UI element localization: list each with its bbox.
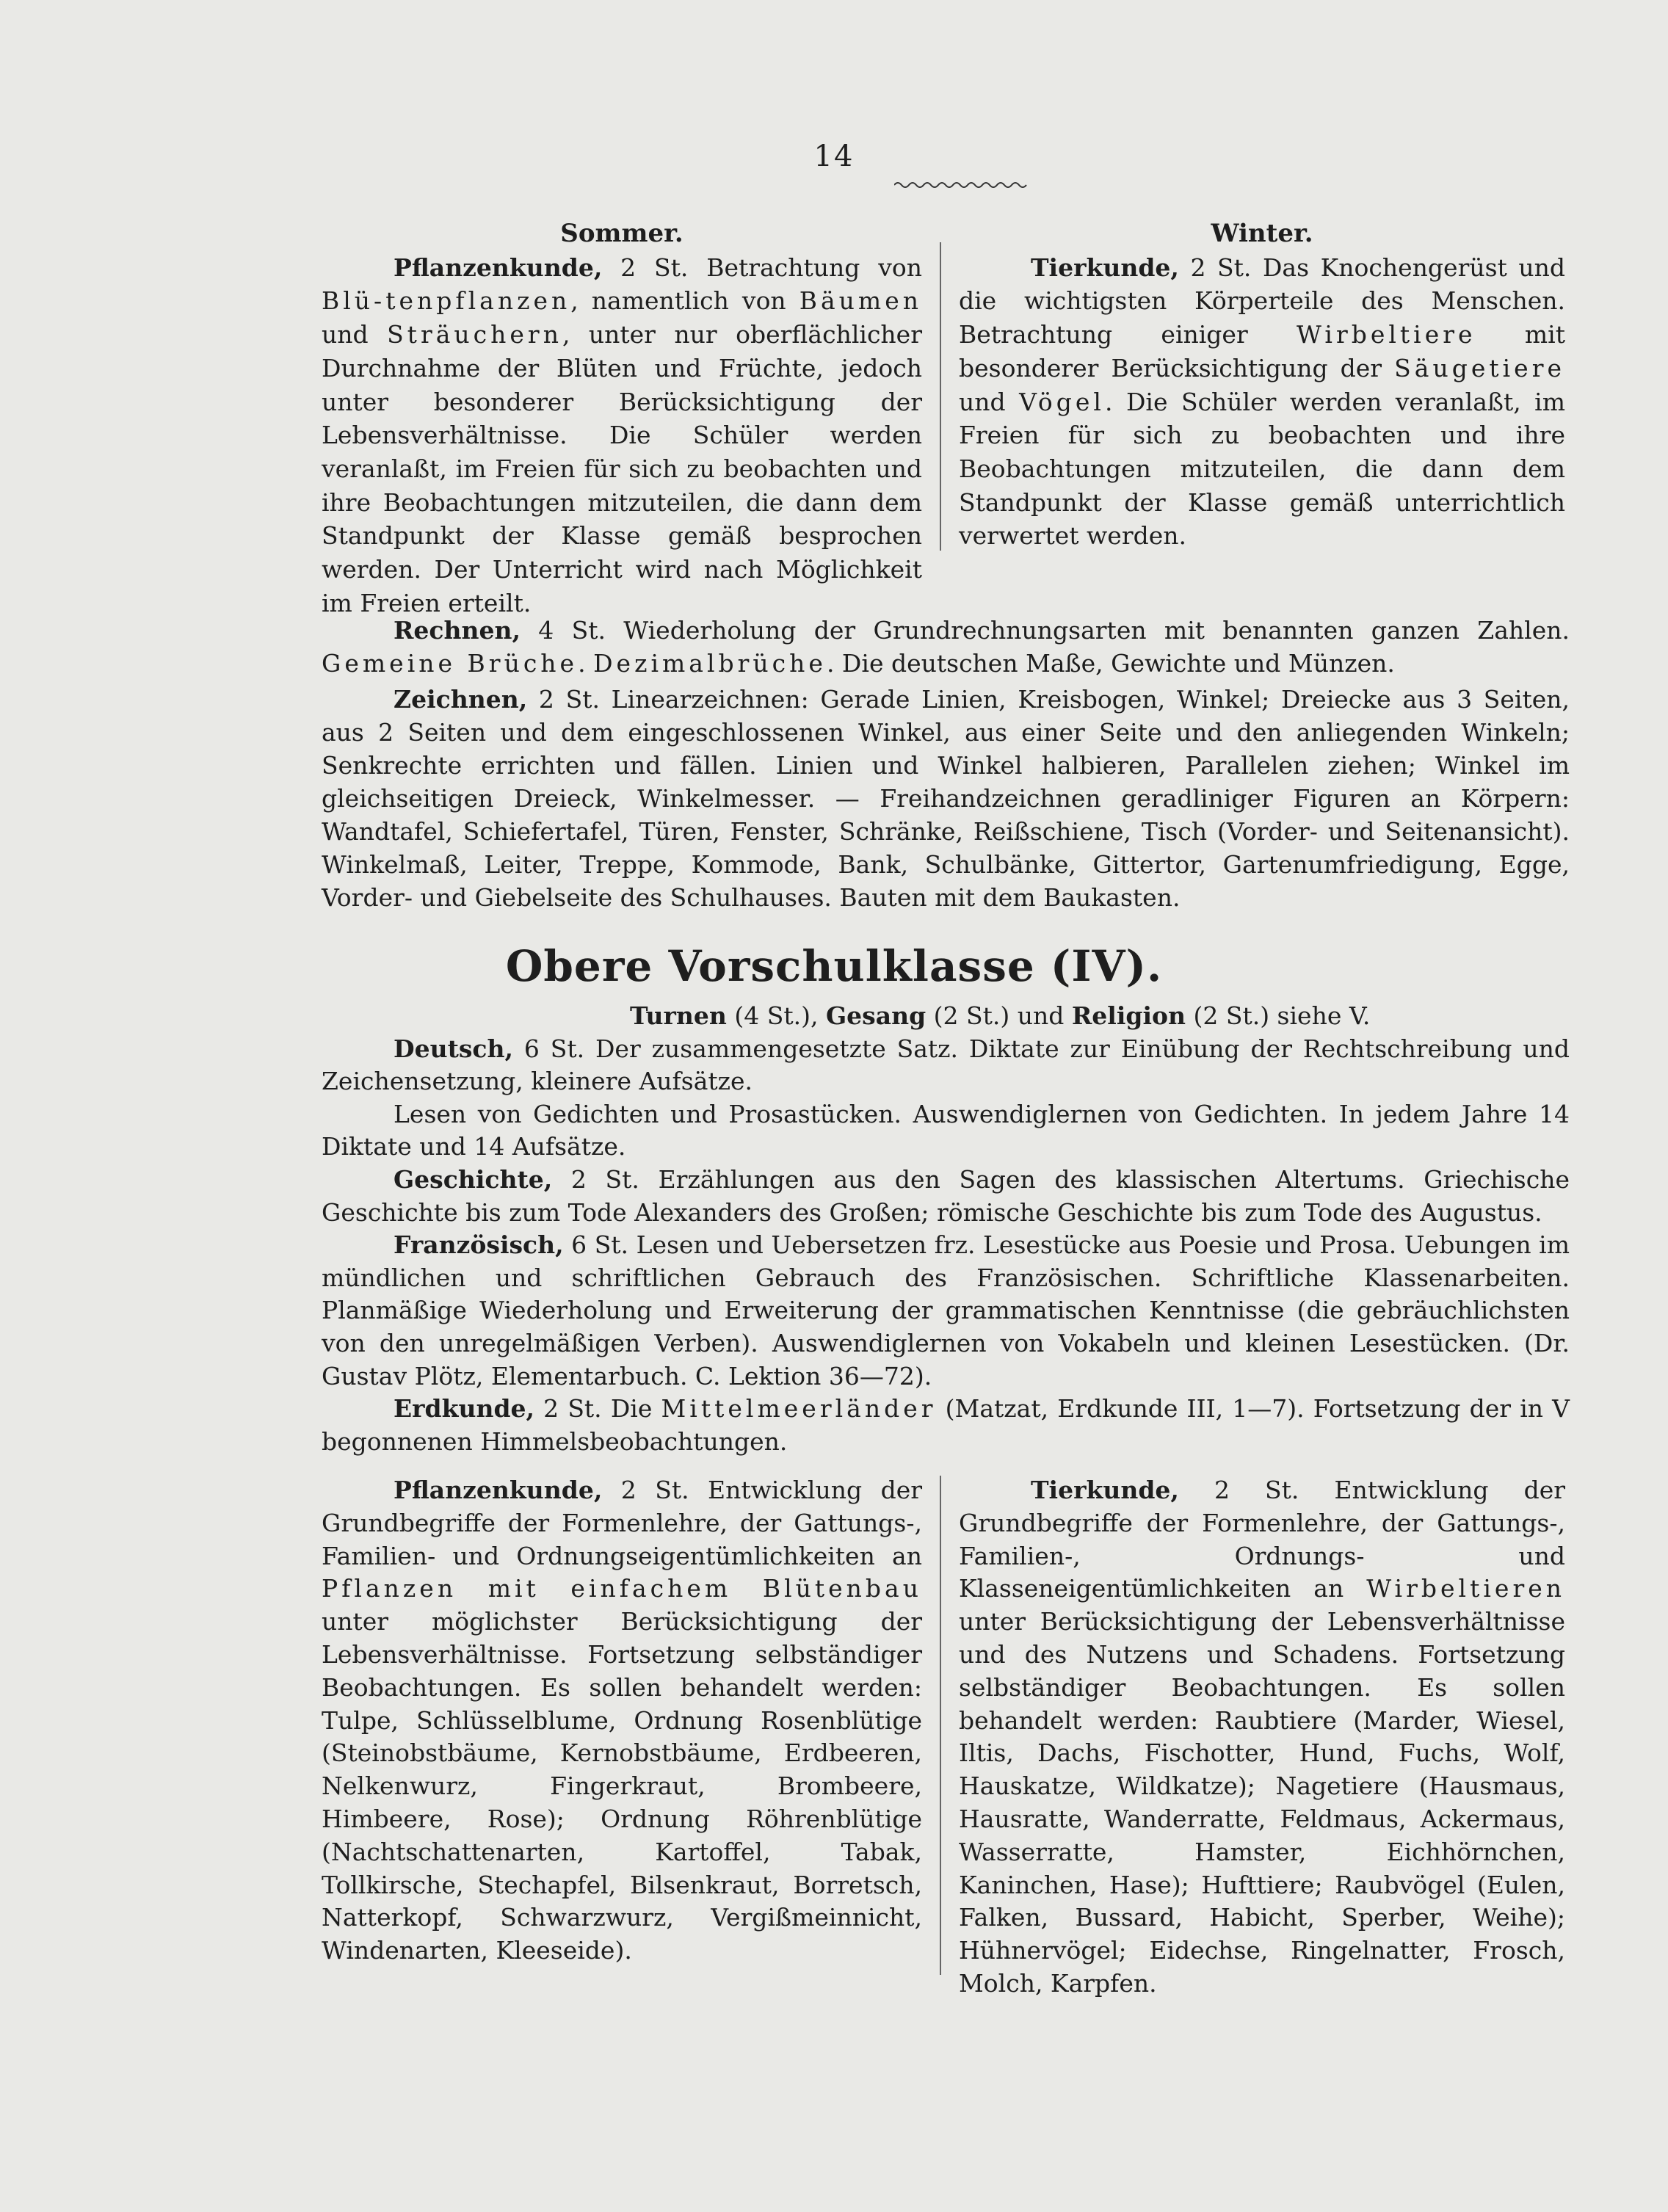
summer-heading: Sommer. bbox=[560, 219, 683, 248]
page-number: 14 bbox=[813, 139, 855, 173]
column-divider-top bbox=[940, 242, 941, 551]
erdkunde-paragraph: Erdkunde, 2 St. Die Mittelmeerländer (Matzat, Erdkunde III, 1—7). Fortsetzung der in V begonnenen Himmelsbeobachtungen. bbox=[322, 1394, 1570, 1456]
lesen-paragraph: Lesen von Gedichten und Prosastücken. Auswendiglernen von Gedichten. In jedem Jahre 14 Diktate und 14 Aufsätze. bbox=[322, 1099, 1570, 1161]
subject-label: Pflanzenkunde, bbox=[394, 1476, 603, 1504]
rechnen-paragraph: Rechnen, 4 St. Wiederholung der Grundrechnungsarten mit benannten ganzen Zahlen. Gemeine Brüche. Dezimalbrüche. Die deutschen Maße, Gewichte und Münzen. bbox=[322, 616, 1570, 678]
tierkunde-paragraph: Tierkunde, 2 St. Entwicklung der Grundbegriffe der Formenlehre, der Gattungs-, Familien-, Ordnungs- und Klasseneigentümlichkeiten an Wirbeltieren unter Berücksichtigung der Lebensverhältnisse und des Nutzens und Schadens. Fortsetzung selbständiger Beobachtungen. Es sollen behandelt werden: Raubtiere (Marder, Wiesel, Iltis, Dachs, Fischotter, Hund, Fuchs, Wolf, Hauskatze, Wildkatze); Nagetiere (Hausmaus, Hausratte, Wanderratte, Feldmaus, Ackermaus, Wasserratte, Hamster, Eichhörnchen, Kaninchen, Hase); Hufttiere; Raubvögel (Eulen, Falken, Bussard, Habicht, Sperber, Weihe); Hühnervögel; Eidechse, Ringelnatter, Frosch, Molch, Karpfen. bbox=[959, 1476, 1565, 1998]
section-title: Obere Vorschulklasse (IV). bbox=[505, 941, 1163, 991]
rechnen-zeichnen-block bbox=[322, 614, 1570, 914]
decorative-wave-rule bbox=[894, 181, 1028, 189]
column-divider-bottom bbox=[940, 1476, 941, 1975]
subject-label: Zeichnen, bbox=[394, 685, 528, 714]
zeichnen-paragraph: Zeichnen, 2 St. Linearzeichnen: Gerade Linien, Kreisbogen, Winkel; Dreiecke aus 3 Seiten, aus 2 Seiten und dem eingeschlossenen Winkel, aus einer Seite und den anliegenden Winkeln; Senkrechte errichten und fällen. Linien und Winkel halbieren, Parallelen ziehen; Winkel im gleichseitigen Dreieck, Winkelmesser. — Freihandzeichnen geradliniger Figuren an Körpern: Wandtafel, Schiefertafel, Türen, Fenster, Schränke, Reißschiene, Tisch (Vorder- und Seitenansicht). Winkelmaß, Leiter, Treppe, Kommode, Bank, Schulbänke, Gittertor, Gartenumfriedigung, Egge, Vorder- und Giebelseite des Schulhauses. Bauten mit dem Baukasten. bbox=[322, 685, 1570, 912]
tierkunde-column bbox=[959, 1474, 1565, 2001]
winter-heading: Winter. bbox=[1211, 219, 1313, 248]
franzoesisch-paragraph: Französisch, 6 St. Lesen und Uebersetzen frz. Lesestücke aus Poesie und Prosa. Uebungen im mündlichen und schriftlichen Gebrauch des Französischen. Schriftliche Klassenarbeiten. Planmäßige Wiederholung und Erweiterung der grammatischen Kenntnisse (die gebräuchlichsten von den unregelmäßigen Verben). Auswendiglernen von Vokabeln und kleinen Lesestücken. (Dr. Gustav Plötz, Elementarbuch. C. Lektion 36—72). bbox=[322, 1230, 1570, 1390]
winter-column bbox=[959, 217, 1565, 553]
subject-label: Religion bbox=[1071, 1001, 1186, 1030]
pflanzenkunde-column bbox=[322, 1474, 922, 1968]
subject-label: Pflanzenkunde, bbox=[394, 253, 603, 282]
subject-label: Französisch, bbox=[394, 1230, 564, 1260]
subject-label: Erdkunde, bbox=[394, 1394, 535, 1424]
subject-label: Gesang bbox=[825, 1001, 927, 1030]
subject-label: Rechnen, bbox=[394, 616, 521, 645]
vorschulklasse-block bbox=[322, 1000, 1570, 1458]
geschichte-paragraph: Geschichte, 2 St. Erzählungen aus den Sagen des klassischen Altertums. Griechische Geschichte bis zum Tode Alexanders des Großen; römische Geschichte bis zum Tode des Augustus. bbox=[322, 1164, 1570, 1227]
subject-label: Turnen bbox=[630, 1001, 727, 1030]
deutsch-paragraph: Deutsch, 6 St. Der zusammengesetzte Satz. Diktate zur Einübung der Rechtschreibung und Zeichensetzung, kleinere Aufsätze. bbox=[322, 1034, 1570, 1096]
subject-label: Deutsch, bbox=[394, 1034, 514, 1063]
summer-paragraph: Pflanzenkunde, 2 St. Betrachtung von Blü-tenpflanzen, namentlich von Bäumen und Sträuchern, unter nur oberflächlicher Durchnahme der Blüten und Früchte, jedoch unter besonderer Berücksichtigung der Lebensverhältnisse. Die Schüler werden veranlaßt, im Freien für sich zu beobachten und ihre Beobachtungen mitzuteilen, die dann dem Standpunkt der Klasse gemäß besprochen werden. Der Unterricht wird nach Möglichkeit im Freien erteilt. bbox=[322, 253, 922, 617]
summer-column bbox=[322, 217, 922, 620]
subject-label: Tierkunde, bbox=[1031, 253, 1179, 282]
subject-label: Geschichte, bbox=[394, 1164, 553, 1194]
winter-paragraph: Tierkunde, 2 St. Das Knochengerüst und die wichtigsten Körperteile des Menschen. Betrachtung einiger Wirbeltiere mit besonderer Berücksichtigung der Säugetiere und Vögel. Die Schüler werden veranlaßt, im Freien für sich zu beobachten und ihre Beobachtungen mitzuteilen, die dann dem Standpunkt der Klasse gemäß unterrichtlich verwertet werden. bbox=[959, 253, 1566, 551]
subject-label: Tierkunde, bbox=[1031, 1476, 1179, 1504]
pflanzenkunde-paragraph: Pflanzenkunde, 2 St. Entwicklung der Grundbegriffe der Formenlehre, der Gattungs-, Familien- und Ordnungseigentümlichkeiten an Pflanzen mit einfachem Blütenbau unter möglichster Berücksichtigung der Lebensverhältnisse. Fortsetzung selbständiger Beobachtungen. Es sollen behandelt werden: Tulpe, Schlüsselblume, Ordnung Rosenblütige (Steinobstbäume, Kernobstbäume, Erdbeeren, Nelkenwurz, Fingerkraut, Brombeere, Himbeere, Rose); Ordnung Röhrenblütige (Nachtschattenarten, Kartoffel, Tabak, Tollkirsche, Stechapfel, Bilsenkraut, Borretsch, Natterkopf, Schwarzwurz, Vergißmeinnicht, Windenarten, Kleeseide). bbox=[322, 1476, 922, 1965]
turnen-paragraph: Turnen (4 St.), Gesang (2 St.) und Religion (2 St.) siehe V. bbox=[630, 1001, 1371, 1030]
